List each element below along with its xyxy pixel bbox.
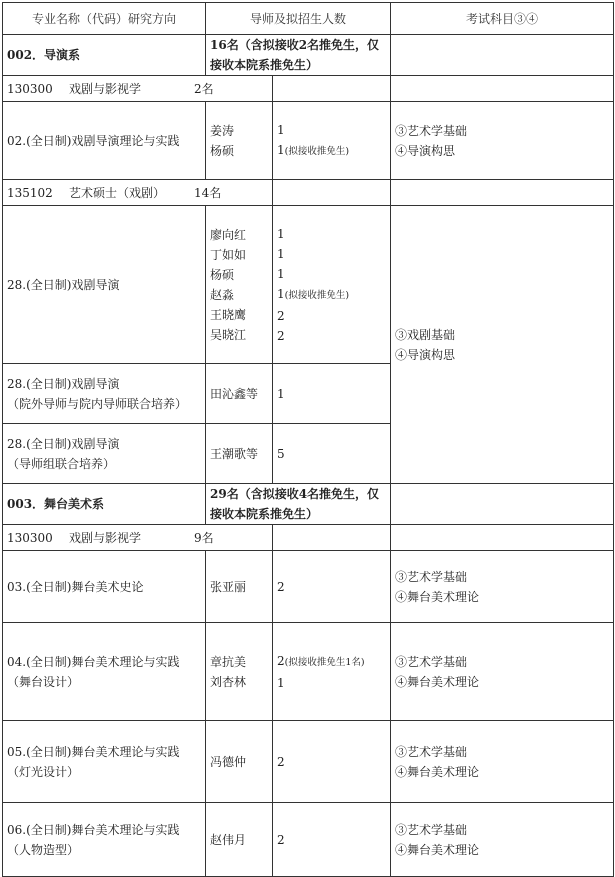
exam-subject: ③艺术学基础 — [395, 123, 468, 138]
quota-value: 1(拟接收推免生) — [277, 142, 350, 157]
dept-name: 003．舞台美术系 — [3, 484, 206, 525]
major-code: 130300 — [7, 81, 53, 96]
quota-value: 2 — [277, 308, 285, 323]
exam-subject: ③艺术学基础 — [395, 744, 468, 759]
major-row — [3, 76, 614, 102]
quota-value: 1 — [277, 122, 285, 137]
quota-value: 2(拟接收推免生1名) — [277, 653, 365, 668]
empty-cell — [273, 180, 391, 206]
quota-list — [273, 102, 391, 180]
quota-note: (拟接收推免生) — [284, 289, 350, 301]
exam-subject: ③艺术学基础 — [395, 654, 468, 669]
supervisor-name: 刘杏林 — [210, 674, 247, 689]
supervisor-name: 王潮歌等 — [206, 424, 273, 484]
quota-value: 1 — [277, 226, 285, 241]
direction-row — [3, 623, 614, 721]
direction-row — [3, 551, 614, 623]
exam-subject: ④导演构思 — [395, 143, 456, 158]
direction-row — [3, 102, 614, 180]
direction-title: 28.(全日制)戏剧导演 （导师组联合培养） — [3, 424, 206, 484]
direction-title: 05.(全日制)舞台美术理论与实践（灯光设计） — [3, 721, 206, 803]
table-header-row — [3, 3, 614, 35]
empty-cell — [391, 180, 614, 206]
header-supervisors: 导师及拟招生人数 — [206, 3, 391, 35]
supervisor-list — [206, 623, 273, 721]
empty-cell — [391, 76, 614, 102]
dept-name: 002．导演系 — [3, 35, 206, 76]
major-cell — [3, 180, 273, 206]
quota-value: 2 — [273, 803, 391, 877]
major-row — [3, 180, 614, 206]
direction-title: 04.(全日制)舞台美术理论与实践（舞台设计） — [3, 623, 206, 721]
major-name: 戏剧与影视学 — [69, 81, 142, 96]
direction-title: 28.(全日制)戏剧导演 （院外导师与院内导师联合培养） — [3, 364, 206, 424]
supervisor-name: 章抗美 — [210, 654, 247, 669]
supervisor-name: 冯德仲 — [206, 721, 273, 803]
quota-note: (拟接收推免生) — [284, 145, 350, 157]
dept-quota: 29名（含拟接收4名推免生，仅接收本院系推免生） — [206, 484, 391, 525]
supervisor-name: 赵淼 — [210, 287, 235, 302]
empty-cell — [273, 76, 391, 102]
supervisor-name: 吴晓江 — [210, 327, 247, 342]
major-code: 130300 — [7, 530, 53, 545]
supervisor-name: 丁如如 — [210, 247, 247, 262]
empty-cell — [391, 484, 614, 525]
major-cell — [3, 76, 273, 102]
major-count: 9名 — [194, 530, 214, 545]
major-count: 14名 — [194, 185, 222, 200]
major-code: 135102 — [7, 185, 53, 200]
direction-title: 02.(全日制)戏剧导演理论与实践 — [3, 102, 206, 180]
exam-subject: ③艺术学基础 — [395, 569, 468, 584]
supervisor-name: 廖向红 — [210, 227, 247, 242]
direction-title: 28.(全日制)戏剧导演 — [3, 206, 206, 364]
major-cell — [3, 525, 273, 551]
header-major-direction: 专业名称（代码）研究方向 — [3, 3, 206, 35]
exam-subjects — [391, 721, 614, 803]
exam-subject: ③艺术学基础 — [395, 822, 468, 837]
exam-subject: ④舞台美术理论 — [395, 674, 480, 689]
admissions-table — [2, 2, 614, 877]
exam-subjects — [391, 206, 614, 484]
supervisor-name: 杨硕 — [210, 267, 235, 282]
empty-cell — [273, 525, 391, 551]
supervisor-name: 姜涛 — [210, 123, 235, 138]
quota-list — [273, 623, 391, 721]
supervisor-name: 王晓鹰 — [210, 307, 247, 322]
quota-value: 1 — [273, 364, 391, 424]
major-row — [3, 525, 614, 551]
direction-row — [3, 803, 614, 877]
supervisor-list — [206, 102, 273, 180]
supervisor-name: 张亚丽 — [206, 551, 273, 623]
exam-subject: ④舞台美术理论 — [395, 589, 480, 604]
dept-row-stage-design — [3, 484, 614, 525]
quota-list — [273, 206, 391, 364]
exam-subject: ④舞台美术理论 — [395, 764, 480, 779]
supervisor-name: 杨硕 — [210, 143, 235, 158]
direction-row — [3, 721, 614, 803]
major-name: 戏剧与影视学 — [69, 530, 142, 545]
supervisor-name: 田沁鑫等 — [206, 364, 273, 424]
direction-title: 03.(全日制)舞台美术史论 — [3, 551, 206, 623]
exam-subjects — [391, 551, 614, 623]
supervisor-name: 赵伟月 — [206, 803, 273, 877]
exam-subjects — [391, 102, 614, 180]
supervisor-list — [206, 206, 273, 364]
quota-value: 1 — [277, 246, 285, 261]
exam-subject: ④舞台美术理论 — [395, 842, 480, 857]
direction-title: 06.(全日制)舞台美术理论与实践（人物造型） — [3, 803, 206, 877]
exam-subject: ③戏剧基础 — [395, 327, 456, 342]
major-name: 艺术硕士（戏剧） — [69, 185, 166, 200]
exam-subjects — [391, 803, 614, 877]
empty-cell — [391, 525, 614, 551]
exam-subjects — [391, 623, 614, 721]
empty-cell — [391, 35, 614, 76]
quota-value: 1(拟接收推免生) — [277, 286, 350, 301]
quota-value: 1 — [277, 266, 285, 281]
quota-value: 2 — [273, 551, 391, 623]
quota-value: 1 — [277, 675, 285, 690]
dept-quota: 16名（含拟接收2名推免生，仅接收本院系推免生） — [206, 35, 391, 76]
quota-value: 5 — [273, 424, 391, 484]
dept-row-directing — [3, 35, 614, 76]
quota-note: (拟接收推免生1名) — [284, 656, 365, 668]
header-exam-subjects: 考试科目③④ — [391, 3, 614, 35]
major-count: 2名 — [194, 81, 214, 96]
quota-value: 2 — [277, 328, 285, 343]
quota-value: 2 — [273, 721, 391, 803]
exam-subject: ④导演构思 — [395, 347, 456, 362]
direction-row — [3, 206, 614, 364]
